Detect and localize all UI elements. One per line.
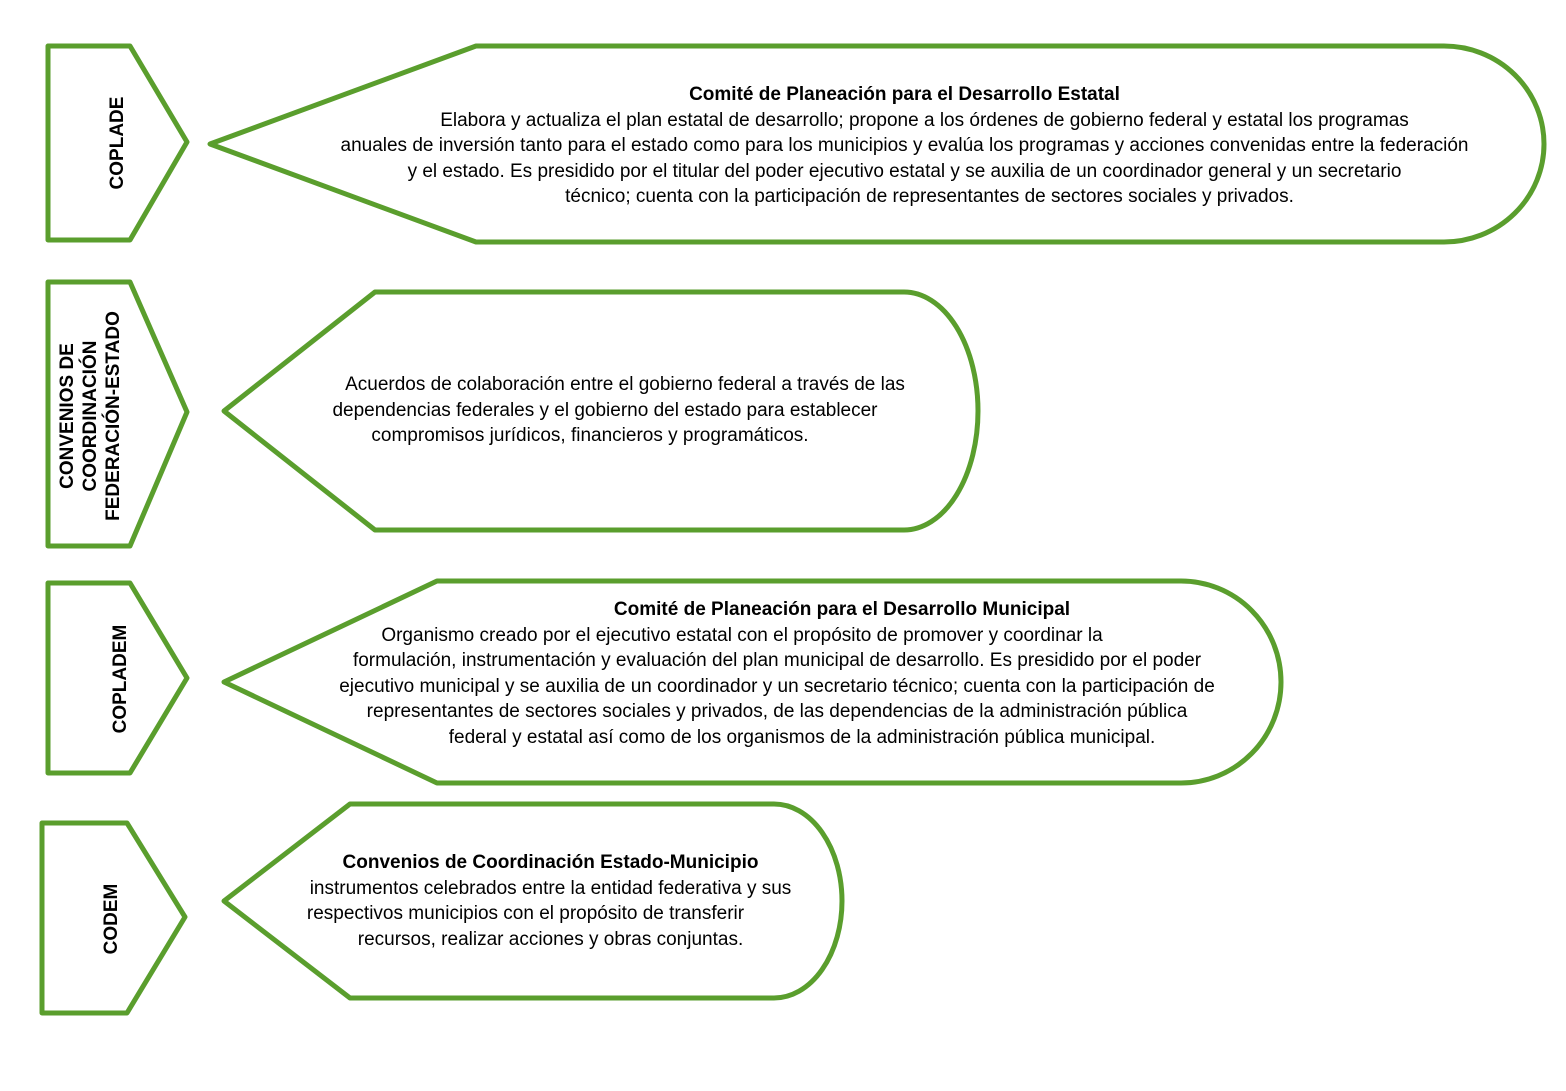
label-line: COPLADE	[106, 96, 128, 190]
label-line: COPLADEM	[109, 624, 131, 734]
label-copladem	[103, 582, 137, 776]
content-line: Organismo creado por el ejecutivo estatal con el propósito de promover y coordinar la	[381, 624, 1103, 646]
content-line: dependencias federales y el gobierno del estado para establecer	[332, 399, 878, 421]
content-line: compromisos jurídicos, financieros y programáticos.	[371, 425, 809, 446]
content-convenios	[290, 372, 960, 449]
content-line: anuales de inversión tanto para el estado como para los municipios y evalúa los programas y acciones convenidas entre la federación	[340, 135, 1469, 156]
content-line: ejecutivo municipal y se auxilia de un coordinador y un secretario técnico; cuenta con la participación de	[339, 675, 1215, 697]
content-line: instrumentos celebrados entre la entidad federativa y sus	[309, 877, 792, 899]
content-line: recursos, realizar acciones y obras conjuntas.	[357, 928, 744, 950]
content-line: formulación, instrumentación y evaluación del plan municipal de desarrollo. Es presidido por el poder	[352, 650, 1202, 671]
content-coplade	[262, 82, 1547, 210]
content-line: respectivos municipios con el propósito de transferir	[306, 903, 745, 924]
label-line: CODEM	[100, 883, 122, 955]
label-convenios	[50, 286, 130, 546]
content-copladem	[276, 597, 1278, 750]
label-coplade	[100, 46, 134, 240]
content-line: técnico; cuenta con la participación de representantes de sectores sociales y privados.	[565, 186, 1294, 207]
content-title: Comité de Planeación para el Desarrollo Municipal	[613, 599, 1071, 620]
label-line: FEDERACIÓN-ESTADO	[102, 311, 124, 521]
label-line: COORDINACIÓN	[79, 340, 101, 492]
content-title: Comité de Planeación para el Desarrollo Estatal	[689, 84, 1120, 105]
content-line: Elabora y actualiza el plan estatal de desarrollo; propone a los órdenes de gobierno federal y estatal los programas	[440, 109, 1409, 131]
content-line: federal y estatal así como de los organismos de la administración pública municipal.	[448, 726, 1156, 748]
label-text-group	[56, 311, 125, 521]
content-codem	[268, 850, 833, 952]
label-line: CONVENIOS DE	[56, 343, 78, 489]
content-line: representantes de sectores sociales y privados, de las dependencias de la administración pública	[366, 701, 1188, 722]
content-title: Convenios de Coordinación Estado-Municipio	[342, 852, 759, 873]
label-codem	[94, 822, 128, 1016]
content-line: Acuerdos de colaboración entre el gobierno federal a través de las	[345, 374, 905, 395]
content-line: y el estado. Es presidido por el titular del poder ejecutivo estatal y se auxilia de un coordinador general y un secretario	[407, 160, 1402, 182]
